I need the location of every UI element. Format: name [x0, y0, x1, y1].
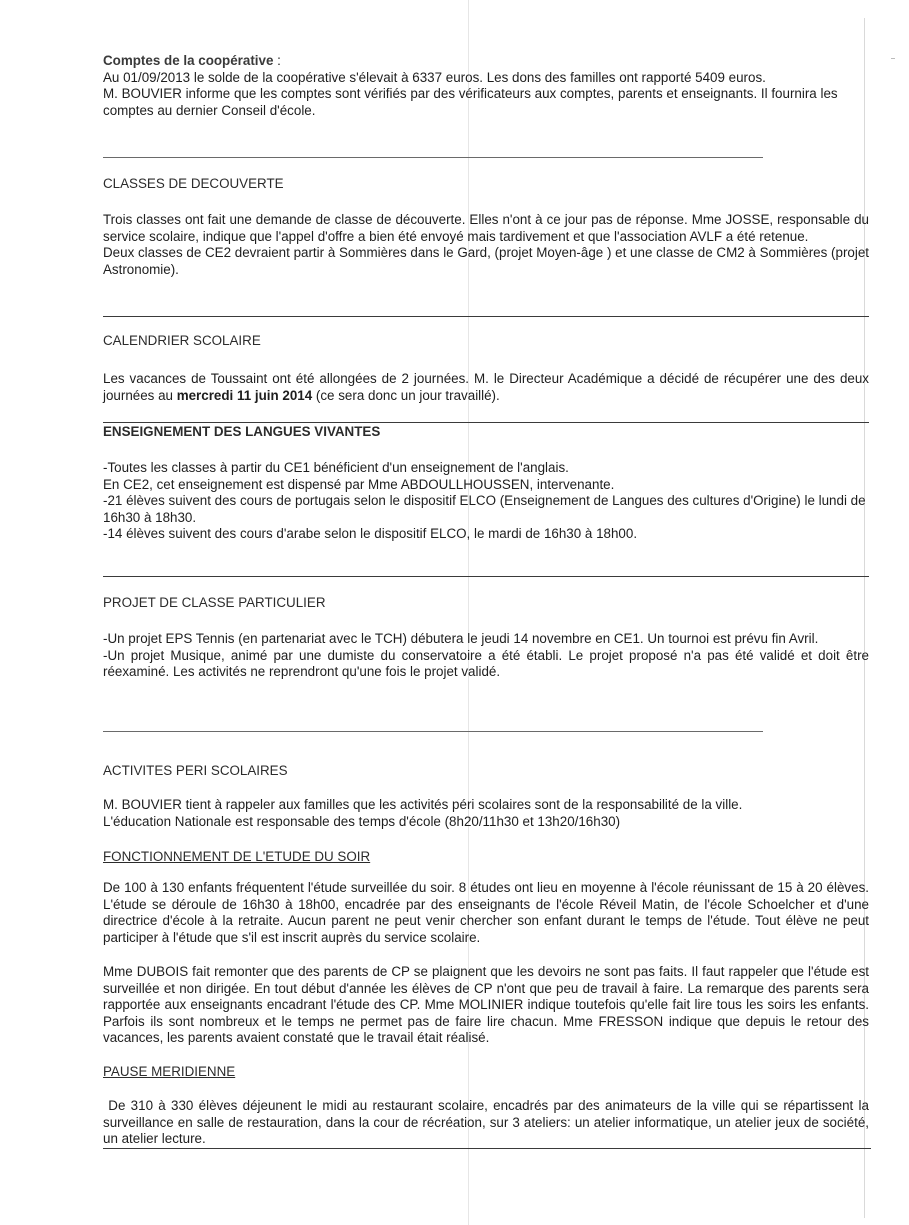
pause-section — [103, 1098, 873, 1148]
section-divider — [103, 731, 763, 732]
projet-paragraph-2: -Un projet Musique, animé par une dumiste du conservatoire a été établi. Le projet proposé n'a pas été validé et doit être réexaminé. Les activités ne reprendront qu'une fois le projet validé. — [103, 647, 869, 680]
projet-heading: PROJET DE CLASSE PARTICULIER — [103, 595, 326, 610]
projet-section — [103, 631, 869, 681]
classes-decouverte-section — [103, 212, 869, 278]
periscolaires-line-1: M. BOUVIER tient à rappeler aux familles que les activités péri scolaires sont de la responsabilité de la ville. — [103, 797, 743, 812]
calendrier-paragraph — [103, 371, 869, 404]
calendrier-section — [103, 371, 869, 404]
cooperative-heading: Comptes de la coopérative — [103, 53, 274, 68]
section-divider — [103, 157, 763, 158]
periscolaires-heading: ACTIVITES PERI SCOLAIRES — [103, 763, 288, 778]
classes-decouverte-heading: CLASSES DE DECOUVERTE — [103, 176, 284, 191]
langues-line: -Toutes les classes à partir du CE1 bénéficient d'un enseignement de l'anglais. — [103, 460, 569, 475]
langues-line: En CE2, cet enseignement est dispensé par Mme ABDOULLHOUSSEN, intervenante. — [103, 476, 615, 492]
cooperative-section — [103, 53, 869, 119]
langues-line: -21 élèves suivent des cours de portugais selon le dispositif ELCO (Enseignement de Langues des cultures d'Origine) le lundi de 16h30 à 18h30. — [103, 493, 866, 525]
langues-section — [103, 460, 869, 543]
pause-heading: PAUSE MERIDIENNE — [103, 1064, 236, 1079]
cooperative-heading-line — [103, 53, 869, 70]
etude-paragraph-1: De 100 à 130 enfants fréquentent l'étude surveillée du soir. 8 études ont lieu en moyenne à l'école réunissant de 15 à 20 élèves. L'étude se déroule de 16h30 à 18h00, encadrée par des enseignants de l'école Réveil Matin, de l'école Schoelcher et d'une directrice d'école à la retraite. Aucun parent ne peut venir chercher son enfant durant le temps de l'étude. Tout élève ne peut participer à l'étude que s'il est inscrit auprès du service scolaire. — [103, 880, 869, 945]
scan-mark — [891, 58, 895, 59]
etude-section — [103, 880, 869, 946]
cooperative-line-2: M. BOUVIER informe que les comptes sont vérifiés par des vérificateurs aux comptes, parents et enseignants. Il fournira les comptes au dernier Conseil d'école. — [103, 86, 838, 118]
etude-heading: FONCTIONNEMENT DE L'ETUDE DU SOIR — [103, 849, 371, 864]
pause-paragraph: De 310 à 330 élèves déjeunent le midi au restaurant scolaire, encadrés par des animateurs de la ville qui se répartissent la surveillance en salle de restauration, dans la cour de récréation, sur 3 ateliers: un atelier informatique, un atelier jeux de société, un atelier lecture. — [103, 1098, 873, 1147]
section-divider — [103, 576, 869, 577]
calendrier-text-before: Les vacances de Toussaint ont été allongées de 2 journées. M. le Directeur Académique a décidé de récupérer une des deux journées au — [103, 371, 869, 403]
calendrier-text-after: (ce sera donc un jour travaillé). — [312, 387, 500, 403]
classes-decouverte-paragraph-1: Trois classes ont fait une demande de classe de découverte. Elles n'ont à ce jour pas de réponse. Mme JOSSE, responsable du service scolaire, indique que l'appel d'offre a bien été envoyé mais tardivement et que l'association AVLF a été retenue. — [103, 212, 869, 244]
section-divider — [103, 1148, 871, 1149]
etude-paragraph-2: Mme DUBOIS fait remonter que des parents de CP se plaignent que les devoirs ne sont pas faits. Il faut rappeler que l'étude est surveillée et non dirigée. En tout début d'année les élèves de CP n'ont que peu de travail à faire. La remarque des parents sera rapportée aux enseignants encadrant l'étude des CP. Mme MOLINIER indique toutefois qu'elle fait lire tous les soirs les enfants. Parfois ils sont nombreux et le temps ne permet pas de faire lire chacun. Mme FRESSON indique que depuis le retour des vacances, les parents avaient constaté que le travail était réalisé. — [103, 964, 869, 1046]
cooperative-line-1: Au 01/09/2013 le solde de la coopérative s'élevait à 6337 euros. Les dons des familles ont rapporté 5409 euros. — [103, 69, 766, 85]
projet-paragraph-1: -Un projet EPS Tennis (en partenariat avec le TCH) débutera le jeudi 14 novembre en CE1. Un tournoi est prévu fin Avril. — [103, 631, 819, 646]
cooperative-heading-suffix: : — [273, 53, 281, 68]
classes-decouverte-paragraph-2: Deux classes de CE2 devraient partir à Sommières dans le Gard, (projet Moyen-âge ) et une classe de CM2 à Sommières (projet Astronomie). — [103, 245, 869, 277]
etude-section-2 — [103, 964, 869, 1047]
section-divider — [103, 316, 869, 317]
periscolaires-line-2: L'éducation Nationale est responsable des temps d'école (8h20/11h30 et 13h20/16h30) — [103, 813, 621, 829]
periscolaires-section — [103, 797, 869, 830]
calendrier-heading: CALENDRIER SCOLAIRE — [103, 333, 261, 348]
langues-line: -14 élèves suivent des cours d'arabe selon le dispositif ELCO, le mardi de 16h30 à 18h00. — [103, 526, 638, 542]
langues-heading: ENSEIGNEMENT DES LANGUES VIVANTES — [103, 424, 381, 439]
section-divider — [103, 422, 869, 423]
calendrier-date: mercredi 11 juin 2014 — [176, 387, 313, 403]
